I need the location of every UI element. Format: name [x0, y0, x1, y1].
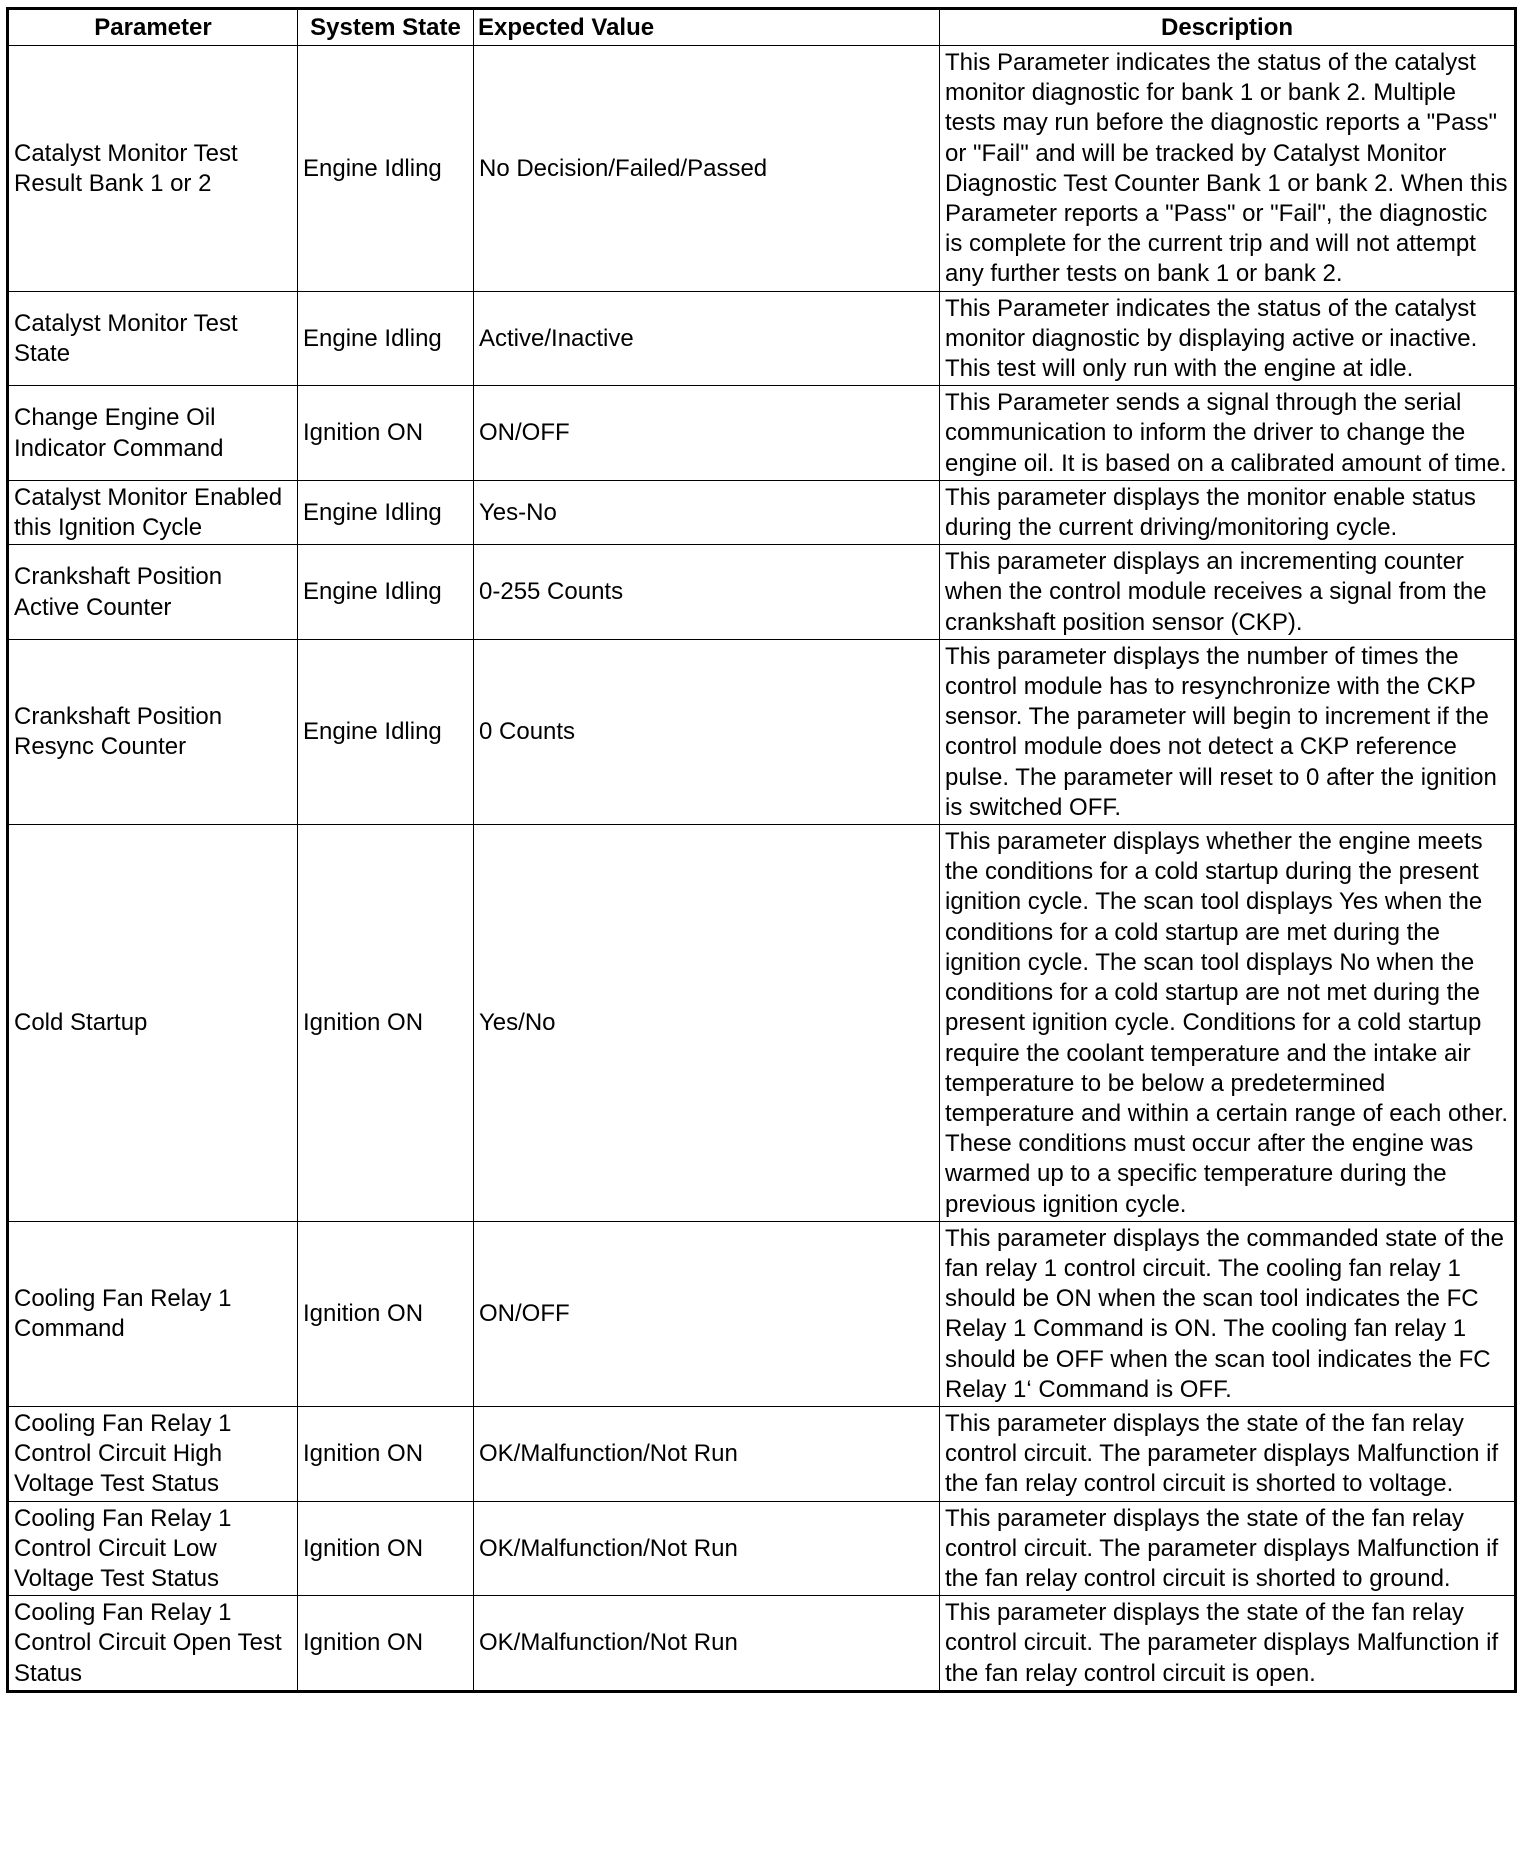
- table-row: [8, 480, 1516, 544]
- cell-parameter: Crankshaft Position Active Counter: [8, 545, 298, 640]
- table-row: [8, 1221, 1516, 1406]
- cell-system-state: Engine Idling: [298, 46, 474, 292]
- table-row: [8, 386, 1516, 481]
- cell-parameter: Cold Startup: [8, 825, 298, 1222]
- table-header-row: [8, 9, 1516, 46]
- cell-system-state: Ignition ON: [298, 1501, 474, 1596]
- cell-parameter: Catalyst Monitor Enabled this Ignition Cycle: [8, 480, 298, 544]
- cell-expected-value: No Decision/Failed/Passed: [474, 46, 940, 292]
- table-row: [8, 1501, 1516, 1596]
- cell-description: This parameter displays the state of the fan relay control circuit. The parameter displays Malfunction if the fan relay control circuit is open.: [940, 1596, 1516, 1692]
- table-row: [8, 46, 1516, 292]
- cell-expected-value: Yes/No: [474, 825, 940, 1222]
- table-row: [8, 1596, 1516, 1692]
- cell-system-state: Ignition ON: [298, 386, 474, 481]
- table-row: [8, 1406, 1516, 1501]
- cell-expected-value: ON/OFF: [474, 1221, 940, 1406]
- cell-parameter: Cooling Fan Relay 1 Control Circuit Low Voltage Test Status: [8, 1501, 298, 1596]
- cell-expected-value: ON/OFF: [474, 386, 940, 481]
- cell-expected-value: OK/Malfunction/Not Run: [474, 1406, 940, 1501]
- table-row: [8, 639, 1516, 824]
- cell-system-state: Engine Idling: [298, 480, 474, 544]
- header-expected-value: Expected Value: [474, 9, 940, 46]
- cell-description: This parameter displays an incrementing counter when the control module receives a signal from the crankshaft position sensor (CKP).: [940, 545, 1516, 640]
- cell-parameter: Crankshaft Position Resync Counter: [8, 639, 298, 824]
- cell-description: This parameter displays the state of the fan relay control circuit. The parameter displays Malfunction if the fan relay control circuit is shorted to voltage.: [940, 1406, 1516, 1501]
- cell-parameter: Cooling Fan Relay 1 Command: [8, 1221, 298, 1406]
- cell-parameter: Catalyst Monitor Test Result Bank 1 or 2: [8, 46, 298, 292]
- cell-description: This Parameter indicates the status of the catalyst monitor diagnostic for bank 1 or bank 2. Multiple tests may run before the diagnostic reports a "Pass" or "Fail" and will be tracked by Catalyst Monitor Diagnostic Test Counter Bank 1 or bank 2. When this Parameter reports a "Pass" or "Fail", the diagnostic is complete for the current trip and will not attempt any further tests on bank 1 or bank 2.: [940, 46, 1516, 292]
- cell-parameter: Catalyst Monitor Test State: [8, 291, 298, 386]
- header-parameter: Parameter: [8, 9, 298, 46]
- cell-description: This Parameter sends a signal through the serial communication to inform the driver to change the engine oil. It is based on a calibrated amount of time.: [940, 386, 1516, 481]
- cell-expected-value: OK/Malfunction/Not Run: [474, 1596, 940, 1692]
- cell-parameter: Cooling Fan Relay 1 Control Circuit High Voltage Test Status: [8, 1406, 298, 1501]
- cell-system-state: Engine Idling: [298, 545, 474, 640]
- cell-system-state: Ignition ON: [298, 1221, 474, 1406]
- cell-description: This parameter displays the number of times the control module has to resynchronize with the CKP sensor. The parameter will begin to increment if the control module does not detect a CKP reference pulse. The parameter will reset to 0 after the ignition is switched OFF.: [940, 639, 1516, 824]
- cell-system-state: Engine Idling: [298, 291, 474, 386]
- cell-description: This Parameter indicates the status of the catalyst monitor diagnostic by displaying active or inactive. This test will only run with the engine at idle.: [940, 291, 1516, 386]
- cell-description: This parameter displays the state of the fan relay control circuit. The parameter displays Malfunction if the fan relay control circuit is shorted to ground.: [940, 1501, 1516, 1596]
- cell-system-state: Ignition ON: [298, 825, 474, 1222]
- cell-description: This parameter displays whether the engine meets the conditions for a cold startup during the present ignition cycle. The scan tool displays Yes when the conditions for a cold startup are met during the ignition cycle. The scan tool displays No when the conditions for a cold startup are not met during the present ignition cycle. Conditions for a cold startup require the coolant temperature and the intake air temperature to be below a predetermined temperature and within a certain range of each other. These conditions must occur after the engine was warmed up to a specific temperature during the previous ignition cycle.: [940, 825, 1516, 1222]
- parameter-table: [6, 7, 1517, 1693]
- cell-expected-value: OK/Malfunction/Not Run: [474, 1501, 940, 1596]
- cell-expected-value: Yes-No: [474, 480, 940, 544]
- cell-description: This parameter displays the commanded state of the fan relay 1 control circuit. The cooling fan relay 1 should be ON when the scan tool indicates the FC Relay 1 Command is ON. The cooling fan relay 1 should be OFF when the scan tool indicates the FC Relay 1‘ Command is OFF.: [940, 1221, 1516, 1406]
- table-row: [8, 291, 1516, 386]
- cell-description: This parameter displays the monitor enable status during the current driving/monitoring cycle.: [940, 480, 1516, 544]
- cell-expected-value: Active/Inactive: [474, 291, 940, 386]
- header-description: Description: [940, 9, 1516, 46]
- cell-parameter: Cooling Fan Relay 1 Control Circuit Open Test Status: [8, 1596, 298, 1692]
- header-system-state: System State: [298, 9, 474, 46]
- cell-system-state: Ignition ON: [298, 1596, 474, 1692]
- cell-parameter: Change Engine Oil Indicator Command: [8, 386, 298, 481]
- table-row: [8, 825, 1516, 1222]
- cell-system-state: Engine Idling: [298, 639, 474, 824]
- cell-expected-value: 0 Counts: [474, 639, 940, 824]
- cell-system-state: Ignition ON: [298, 1406, 474, 1501]
- table-row: [8, 545, 1516, 640]
- cell-expected-value: 0-255 Counts: [474, 545, 940, 640]
